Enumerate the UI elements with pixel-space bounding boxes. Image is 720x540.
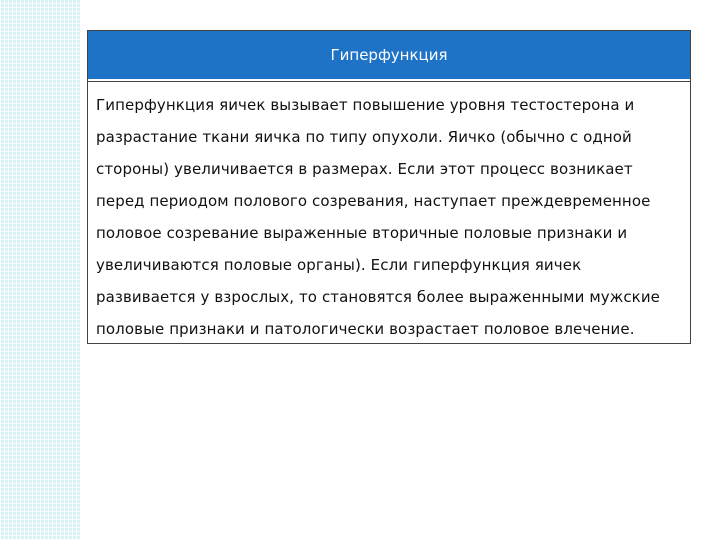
content-card bbox=[87, 30, 691, 344]
decorative-side-strip bbox=[0, 0, 80, 540]
card-title: Гиперфункция bbox=[88, 31, 690, 81]
card-body-text: Гиперфункция яичек вызывает повышение уровня тестостерона и разрастание ткани яичка по типу опухоли. Яичко (обычно с одной стороны) увеличивается в размерах. Если этот процесс возникает перед периодом полового созревания, наступает преждевременное половое созревание выраженные вторичные половые признаки и увеличиваются половые органы). Если гиперфункция яичек развивается у взрослых, то становятся более выраженными мужские половые признаки и патологически возрастает половое влечение. bbox=[96, 96, 661, 338]
